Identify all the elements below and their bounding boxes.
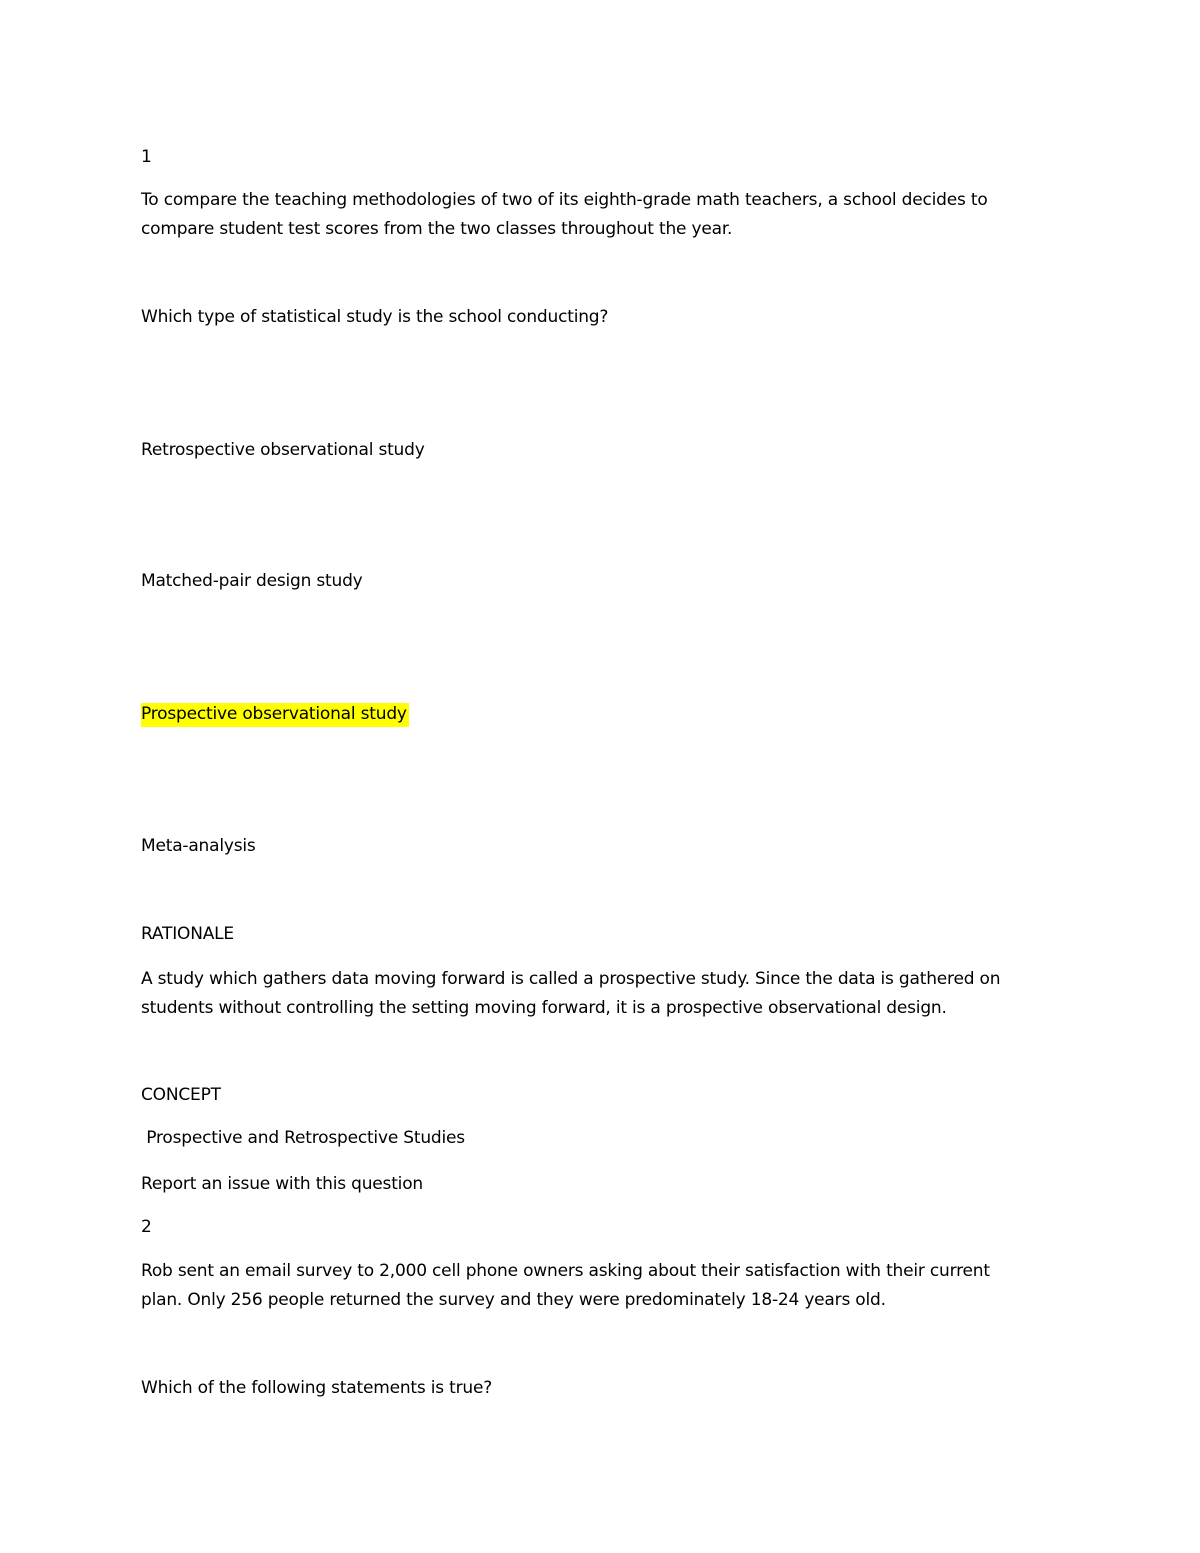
highlighted-answer: Prospective observational study [141,703,409,727]
question-1-stem-line-2: compare student test scores from the two classes throughout the year. [141,219,733,239]
question-1-stem-line-1: To compare the teaching methodologies of two of its eighth-grade math teachers, a school decides to [141,190,988,210]
rationale-heading: RATIONALE [141,924,234,944]
question-2-prompt: Which of the following statements is true? [141,1378,493,1398]
answer-option-3-correct[interactable] [141,704,409,724]
concept-value: Prospective and Retrospective Studies [141,1128,465,1148]
question-2-stem-line-1: Rob sent an email survey to 2,000 cell phone owners asking about their satisfaction with their current [141,1261,990,1281]
answer-option-4[interactable]: Meta-analysis [141,836,256,856]
answer-option-2[interactable]: Matched-pair design study [141,571,363,591]
question-1-prompt: Which type of statistical study is the school conducting? [141,307,609,327]
question-1-number: 1 [141,147,152,167]
question-2-number: 2 [141,1217,152,1237]
rationale-line-1: A study which gathers data moving forward is called a prospective study. Since the data is gathered on [141,969,1001,989]
concept-heading: CONCEPT [141,1085,221,1105]
rationale-line-2: students without controlling the setting moving forward, it is a prospective observational design. [141,998,947,1018]
question-2-stem-line-2: plan. Only 256 people returned the survey and they were predominately 18-24 years old. [141,1290,886,1310]
report-issue-link[interactable]: Report an issue with this question [141,1174,423,1194]
answer-option-1[interactable]: Retrospective observational study [141,440,425,460]
